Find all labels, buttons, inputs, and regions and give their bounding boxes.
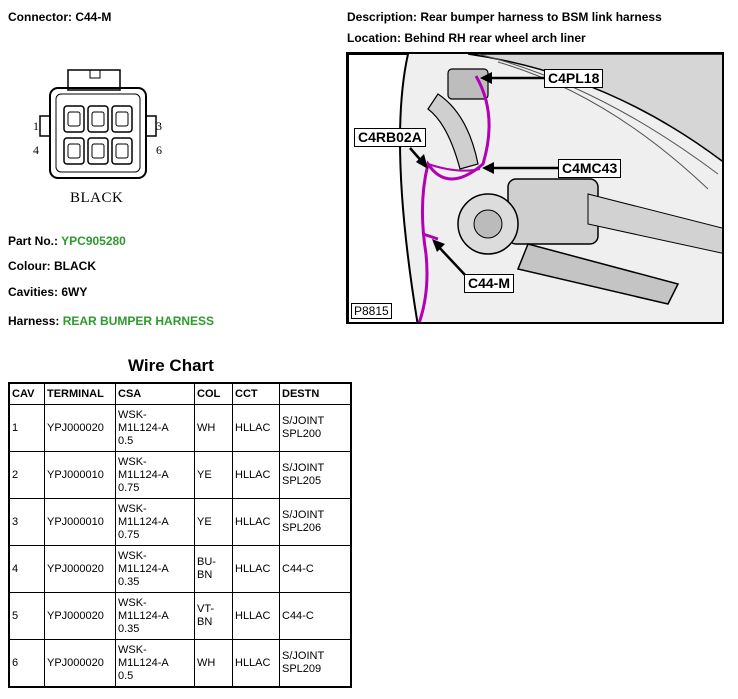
table-row <box>9 405 351 452</box>
cell-cav: 6 <box>9 640 45 688</box>
location-label: Location: Behind RH rear wheel arch liner <box>347 31 586 45</box>
cavities-row: Cavities: 6WY <box>8 285 88 299</box>
header-terminal: TERMINAL <box>45 383 116 405</box>
cell-csa: WSK- M1L124-A 0.35 <box>116 546 195 593</box>
cell-destn: S/JOINT SPL206 <box>280 499 352 546</box>
description-label: Description: Rear bumper harness to BSM link harness <box>347 10 662 24</box>
cell-terminal: YPJ000010 <box>45 499 116 546</box>
cell-cct: HLLAC <box>233 499 280 546</box>
cell-csa: WSK- M1L124-A 0.5 <box>116 640 195 688</box>
cell-cct: HLLAC <box>233 593 280 640</box>
connector-face-diagram <box>30 68 170 186</box>
connector-colour-label: BLACK <box>70 190 124 206</box>
harness-label: Harness: <box>8 314 60 328</box>
part-no-label: Part No.: <box>8 234 59 248</box>
header-destn: DESTN <box>280 383 352 405</box>
part-no-value: YPC905280 <box>61 234 126 248</box>
wire-chart-table <box>8 382 352 688</box>
wire-chart-title: Wire Chart <box>128 356 214 375</box>
cell-destn: C44-C <box>280 546 352 593</box>
cell-terminal: YPJ000020 <box>45 405 116 452</box>
table-row <box>9 452 351 499</box>
table-row <box>9 640 351 688</box>
harness-row <box>8 314 214 328</box>
location-photo <box>346 52 724 324</box>
table-header-row <box>9 383 351 405</box>
cell-col: WH <box>195 640 233 688</box>
pin-label-1: 1 <box>33 119 39 133</box>
cell-destn: S/JOINT SPL209 <box>280 640 352 688</box>
cell-destn: S/JOINT SPL200 <box>280 405 352 452</box>
header-cav: CAV <box>9 383 45 405</box>
cell-cct: HLLAC <box>233 452 280 499</box>
colour-row: Colour: BLACK <box>8 259 96 273</box>
header-col: COL <box>195 383 233 405</box>
cell-cav: 1 <box>9 405 45 452</box>
callout-c4mc43: C4MC43 <box>558 159 621 178</box>
table-row <box>9 593 351 640</box>
pin-label-6: 6 <box>156 143 162 157</box>
connector-label: Connector: C44-M <box>8 10 112 24</box>
cell-col: YE <box>195 452 233 499</box>
pin-label-4: 4 <box>33 143 39 157</box>
cell-destn: C44-C <box>280 593 352 640</box>
callout-c44-m: C44-M <box>464 274 514 293</box>
cell-csa: WSK- M1L124-A 0.75 <box>116 452 195 499</box>
part-no-row <box>8 234 126 248</box>
cell-csa: WSK- M1L124-A 0.35 <box>116 593 195 640</box>
pin-label-3: 3 <box>156 119 162 133</box>
cell-col: VT- BN <box>195 593 233 640</box>
callout-c4rb02a: C4RB02A <box>354 128 426 147</box>
cell-cct: HLLAC <box>233 640 280 688</box>
cell-terminal: YPJ000010 <box>45 452 116 499</box>
cell-terminal: YPJ000020 <box>45 593 116 640</box>
cell-csa: WSK- M1L124-A 0.5 <box>116 405 195 452</box>
photo-id: P8815 <box>351 303 392 319</box>
header-cct: CCT <box>233 383 280 405</box>
cell-cav: 4 <box>9 546 45 593</box>
harness-value: REAR BUMPER HARNESS <box>62 314 215 328</box>
cell-terminal: YPJ000020 <box>45 640 116 688</box>
cell-csa: WSK- M1L124-A 0.75 <box>116 499 195 546</box>
table-row <box>9 546 351 593</box>
cell-cav: 5 <box>9 593 45 640</box>
cell-col: BU- BN <box>195 546 233 593</box>
cell-cav: 3 <box>9 499 45 546</box>
cell-col: YE <box>195 499 233 546</box>
cell-cav: 2 <box>9 452 45 499</box>
cell-destn: S/JOINT SPL205 <box>280 452 352 499</box>
cell-col: WH <box>195 405 233 452</box>
callout-c4pl18: C4PL18 <box>544 69 603 88</box>
cell-cct: HLLAC <box>233 405 280 452</box>
table-row <box>9 499 351 546</box>
cell-terminal: YPJ000020 <box>45 546 116 593</box>
header-csa: CSA <box>116 383 195 405</box>
cell-cct: HLLAC <box>233 546 280 593</box>
